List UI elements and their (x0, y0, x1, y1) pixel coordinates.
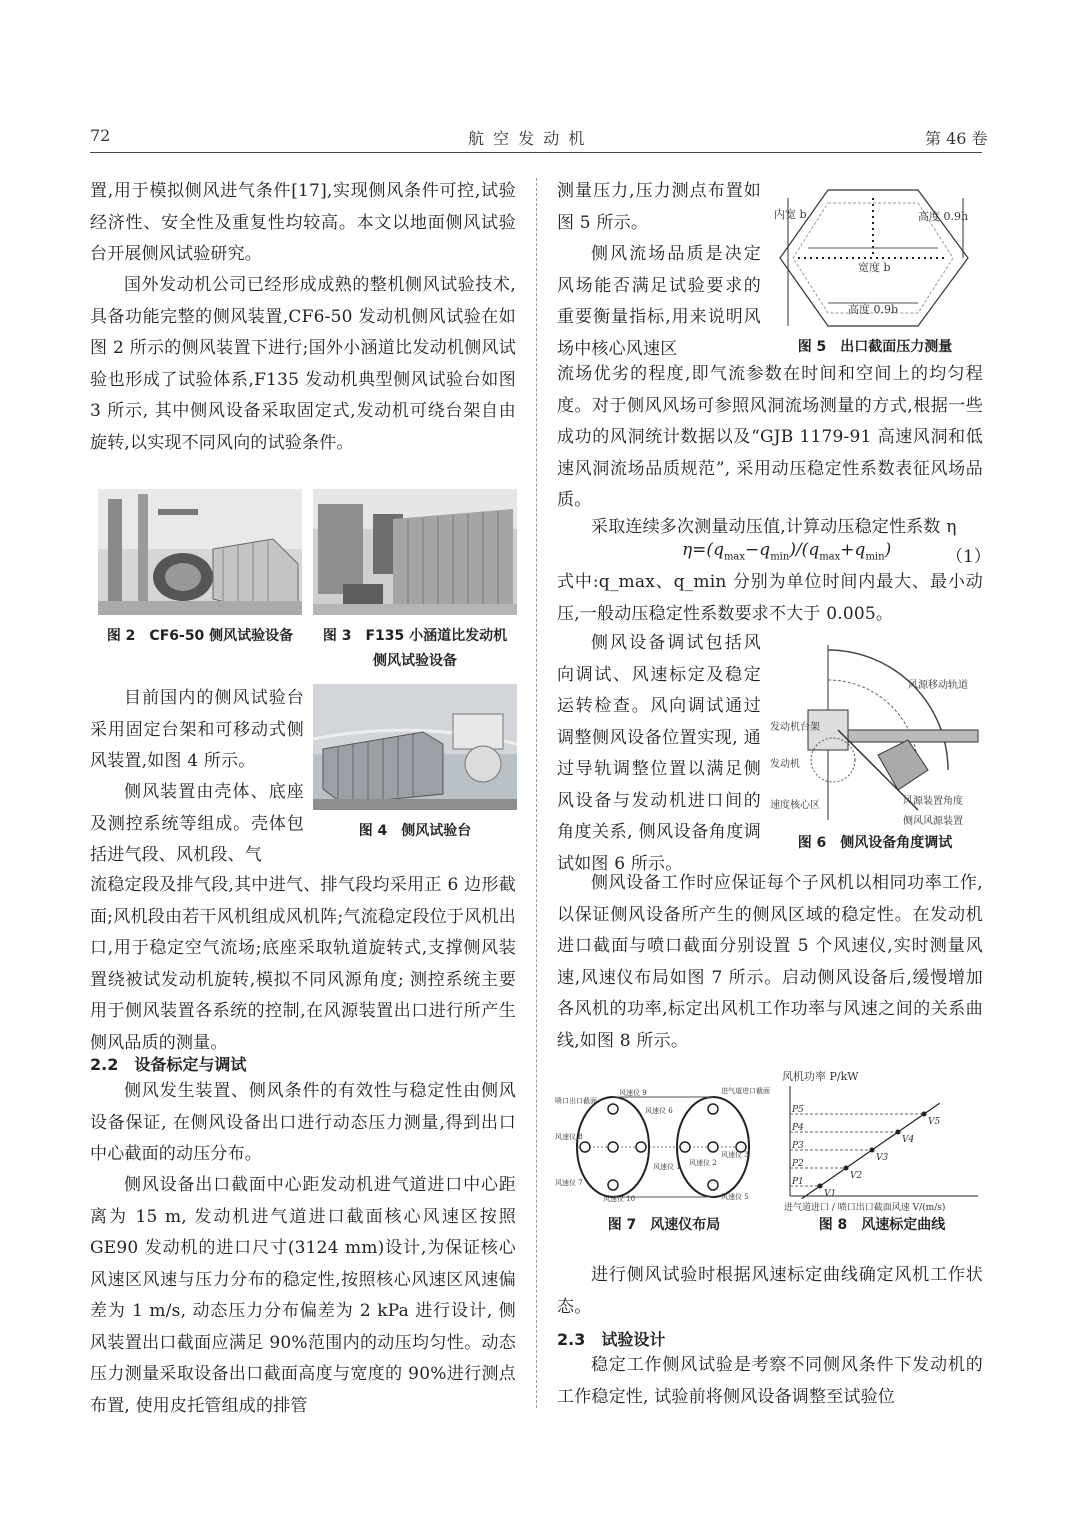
left-paragraph-3: 目前国内的侧风试验台采用固定台架和可移动式侧风装置,如图 4 所示。 (90, 688, 304, 771)
right-paragraph-1c: 流场优劣的程度,即气流参数在时间和空间上的均匀程度。对于侧风风场可参照风洞流场测量的方式,根据一些成功的风洞统计数据以及“GJB 1179-91 高速风洞和低速风洞流场品质规范”, 采用动压稳定性系数表征风场品质。 (557, 364, 983, 510)
right-paragraph-5: 侧风设备工作时应保证每个子风机以相同功率工作, 以保证侧风设备所产生的侧风区域的稳定性。在发动机进口截面与喷口截面分别设置 5 个风速仪,实时测量风速,风速仪布局如图 7 所示。启动侧风设备后,缓慢增加各风机的功率,标定出风机工作功率与风速之间的关系曲线,如图 8 所示。 (557, 873, 983, 1051)
fig7-label-inlet: 进气道进口截面 (721, 1087, 770, 1095)
section-2-3-heading: 2.3 试验设计 (557, 1330, 666, 1349)
fig8-data-point (896, 1130, 901, 1135)
fig7-label-1: 风速仪 1 (653, 1163, 681, 1171)
equation-number: （1） (946, 547, 991, 567)
figure-4-photo (313, 684, 517, 810)
right-paragraph-7: 稳定工作侧风试验是考察不同侧风条件下发动机的工作稳定性, 试验前将侧风设备调整至试验位 (557, 1355, 983, 1407)
fig7-label-6: 风速仪 6 (645, 1107, 673, 1115)
section-2-2-heading: 2.2 设备标定与调试 (90, 1055, 247, 1074)
right-paragraph-6: 进行侧风试验时根据风速标定曲线确定风机工作状态。 (557, 1265, 983, 1317)
fig8-point-label: V2 (850, 1171, 863, 1181)
page-number: 72 (90, 126, 111, 145)
column-separator (536, 178, 537, 1408)
left-paragraph-4b: 流稳定段及排气段,其中进气、排气段均采用正 6 边形截面;风机段由若干风机组成风机阵;气流稳定段位于风机出口,用于稳定空气流场;底座采取轨道旋转式,支撑侧风装置绕被试发动机旋转,模拟不同风源角度; 测控系统主要用于侧风装置各系统的控制,在风源装置出口进行所产生侧风品质的测量。 (90, 875, 516, 1053)
fig8-y-axis-label: 风机功率 P/kW (782, 1070, 859, 1083)
fig7-label-10: 风速仪 10 (603, 1195, 636, 1203)
journal-title: 航 空 发 动 机 (468, 129, 587, 148)
fig5-label-height-b: 高度 0.9b (848, 303, 899, 316)
fig8-data-point (870, 1148, 875, 1153)
fig8-point-label: V1 (824, 1189, 837, 1199)
fig6-label-stand: 发动机台架 (770, 722, 820, 733)
left-paragraph-2: 国外发动机公司已经形成成熟的整机侧风试验技术,具备功能完整的侧风装置,CF6-50 发动机侧风试验在如图 2 所示的侧风装置下进行;国外小涵道比发动机侧风试验也形成了试验体系,F135 发动机典型侧风试验台如图 3 所示, 其中侧风设备采取固定式,发动机可绕台架自由旋转,以实现不同风向的试验条件。 (90, 275, 516, 453)
fig7-label-7: 风速仪 7 (555, 1179, 583, 1187)
figure-8-caption: 图 8 风速标定曲线 (818, 1217, 946, 1233)
fig8-data-point (922, 1112, 927, 1117)
fig6-label-angle: 风源装置角度 (903, 796, 963, 807)
figure-2-photo (98, 489, 302, 615)
left-paragraph-6: 侧风设备出口截面中心距发动机进气道进口中心距离为 15 m, 发动机进气道进口截面核心风速区按照 GE90 发动机的进口尺寸(3124 mm)设计,为保证核心风速区风速与压力分布的稳定性,按照核心风速区风速偏差为 1 m/s, 动态压力分布偏差为 2 kPa 进行设计, 侧风装置出口截面应满足 90%范围内的动压均匀性。动态压力测量采取设备出口截面高度与宽度的 90%进行测点布置, 使用皮托管组成的排管 (90, 1175, 516, 1416)
fig5-label-inner-width: 内宽 b (774, 208, 807, 221)
fig6-label-source: 侧风风源装置 (903, 816, 963, 827)
fig8-y-tick-label: P1 (792, 1177, 804, 1187)
equation-1: $\eta=(q_{max}-q_{min})/(q_{max}+q_{min})$ (682, 540, 892, 563)
fig7-label-8: 风速仪 8 (555, 1133, 583, 1141)
figure-7-caption: 图 7 风速仪布局 (607, 1217, 721, 1233)
fig7-label-5: 风速仪 5 (721, 1193, 749, 1201)
fig8-point-label: V5 (928, 1117, 941, 1127)
figure-7-diagram (553, 1075, 775, 1205)
fig8-y-tick-label: P3 (792, 1141, 804, 1151)
fig7-label-2: 风速仪 2 (689, 1159, 717, 1167)
figure-6-caption: 图 6 侧风设备角度调试 (797, 835, 953, 851)
volume-label: 第 46 卷 (925, 129, 988, 148)
fig8-y-tick-label: P2 (792, 1159, 804, 1169)
right-paragraph-3: 式中:q_max、q_min 分别为单位时间内最大、最小动压,一般动压稳定性系数要求不大于 0.005。 (557, 572, 983, 624)
fig7-label-3: 风速仪 3 (721, 1151, 749, 1159)
figure-8-chart (782, 1068, 982, 1213)
figure-3-caption-line1: 图 3 F135 小涵道比发动机 (322, 628, 508, 644)
fig8-point-label: V3 (876, 1153, 889, 1163)
header-rule (90, 152, 982, 153)
figure-4-caption: 图 4 侧风试验台 (358, 823, 472, 839)
fig8-point-label: V4 (902, 1135, 915, 1145)
fig5-label-height: 高度 0.9h (918, 210, 969, 223)
left-paragraph-4a: 侧风装置由壳体、底座及测控系统等组成。壳体包括进气段、风机段、气 (90, 782, 304, 865)
figure-5-diagram (768, 178, 982, 336)
right-paragraph-4: 侧风设备调试包括风向调试、风速标定及稳定运转检查。风向调试通过调整侧风设备位置实现, 通过导轨调整位置以满足侧风设备与发动机进口间的角度关系, 侧风设备角度调试如图 6 所示。 (557, 633, 761, 874)
fig8-data-point (844, 1166, 849, 1171)
figure-3-photo (313, 489, 517, 615)
right-paragraph-1b: 侧风流场品质是决定风场能否满足试验要求的重要衡量指标,用来说明风场中核心风速区 (557, 244, 761, 359)
fig7-label-9: 风速仪 9 (619, 1089, 647, 1097)
fig8-data-point (818, 1184, 823, 1189)
fig7-label-nozzle: 喷口出口截面 (555, 1097, 597, 1105)
fig8-y-tick-label: P4 (792, 1123, 804, 1133)
fig8-y-tick-label: P5 (792, 1105, 804, 1115)
fig8-x-axis-label: 进气道进口 / 喷口出口截面风速 V/(m/s) (784, 1203, 946, 1213)
figure-5-caption: 图 5 出口截面压力测量 (797, 339, 953, 355)
figure-6-diagram (768, 640, 982, 830)
figure-2-caption: 图 2 CF6-50 侧风试验设备 (106, 628, 294, 644)
fig6-label-track: 风源移动轨道 (908, 680, 968, 691)
fig6-label-engine: 发动机 (770, 759, 800, 770)
right-paragraph-1a: 测量压力,压力测点布置如图 5 所示。 (557, 181, 761, 233)
fig6-label-core: 速度核心区 (770, 800, 820, 811)
left-paragraph-5: 侧风发生装置、侧风条件的有效性与稳定性由侧风设备保证, 在侧风设备出口进行动态压力测量,得到出口中心截面的动压分布。 (90, 1081, 516, 1164)
fig5-label-width: 宽度 b (858, 261, 891, 274)
left-paragraph-1: 置,用于模拟侧风进气条件[17],实现侧风条件可控,试验经济性、安全性及重复性均较高。本文以地面侧风试验台开展侧风试验研究。 (90, 181, 516, 264)
right-paragraph-2: 采取连续多次测量动压值,计算动压稳定性系数 η (591, 517, 957, 537)
figure-3-caption-line2: 侧风试验设备 (373, 653, 457, 669)
